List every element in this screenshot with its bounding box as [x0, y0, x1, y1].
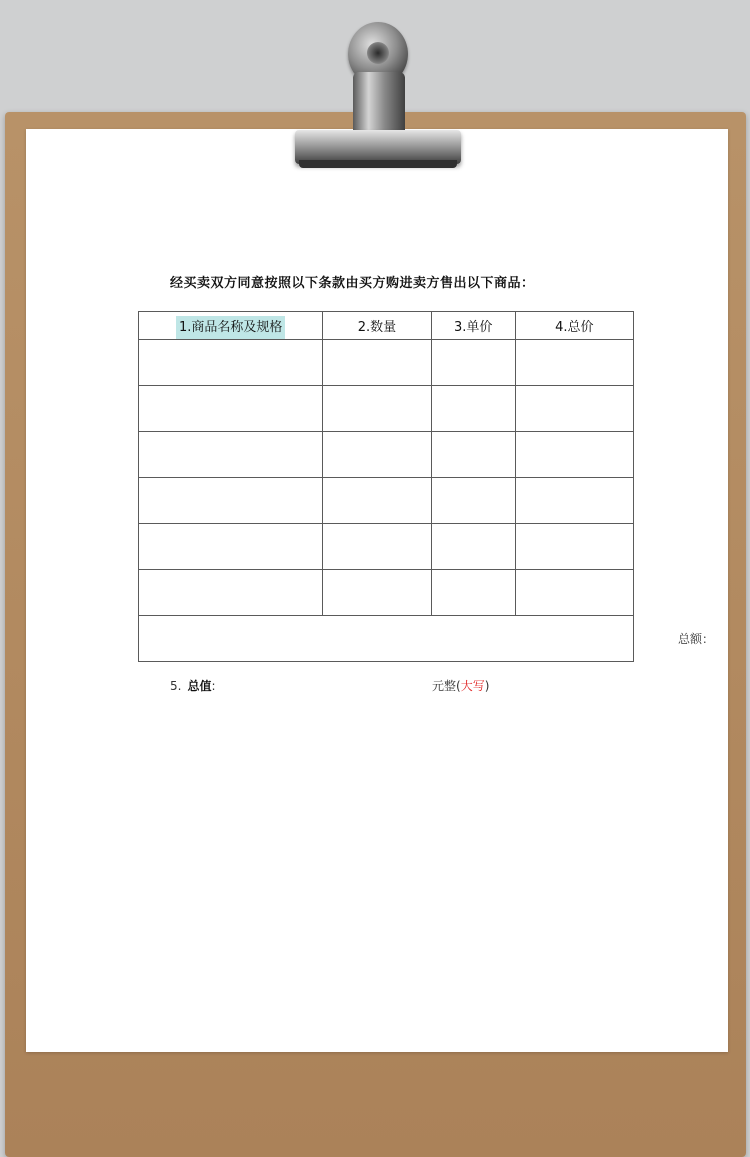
binder-clip-icon — [285, 22, 465, 174]
total-value-label: 总值 — [187, 679, 212, 693]
table-row — [139, 432, 634, 478]
table-cell[interactable] — [139, 570, 323, 616]
table-row — [139, 386, 634, 432]
table-cell[interactable] — [515, 570, 633, 616]
clip-neck — [353, 72, 405, 136]
goods-table — [138, 311, 714, 662]
table-row — [139, 340, 634, 386]
table-cell[interactable] — [323, 570, 431, 616]
clip-hole — [367, 42, 389, 64]
table-cell[interactable] — [431, 432, 515, 478]
table-cell[interactable] — [431, 570, 515, 616]
table-cell[interactable] — [139, 386, 323, 432]
table-row — [139, 478, 634, 524]
yuan-label: 元整( — [432, 679, 461, 693]
header-cell-name — [139, 312, 323, 340]
table-cell[interactable] — [323, 478, 431, 524]
clause-number: 5. — [170, 679, 182, 693]
table-cell[interactable] — [323, 524, 431, 570]
table-cell[interactable] — [139, 524, 323, 570]
close-paren: ) — [484, 679, 490, 693]
yuan-amount-field[interactable] — [432, 677, 489, 694]
table-header-row — [139, 312, 634, 340]
table-cell[interactable] — [323, 386, 431, 432]
table-total-row — [139, 616, 634, 662]
table-cell[interactable] — [431, 386, 515, 432]
table-cell[interactable] — [139, 432, 323, 478]
total-value-line — [170, 677, 500, 694]
table-cell[interactable] — [515, 340, 633, 386]
table-cell[interactable] — [139, 340, 323, 386]
table-cell[interactable] — [139, 478, 323, 524]
daxie-label: 大写 — [460, 679, 485, 693]
clip-lip — [299, 160, 457, 168]
total-label: 总额： — [677, 632, 714, 646]
clip-plate — [295, 130, 461, 164]
table-cell[interactable] — [431, 524, 515, 570]
table-cell[interactable] — [431, 340, 515, 386]
table-row — [139, 524, 634, 570]
table-cell[interactable] — [431, 478, 515, 524]
header-cell-unit-price: 3.单价 — [431, 312, 515, 340]
header-cell-total-price: 4.总价 — [515, 312, 633, 340]
header-name-highlight[interactable]: 1.商品名称及规格 — [176, 316, 285, 339]
intro-text: 经买卖双方同意按照以下条款由买方购进卖方售出以下商品： — [170, 276, 535, 291]
table-cell[interactable] — [515, 478, 633, 524]
table-row — [139, 570, 634, 616]
total-cell[interactable] — [139, 616, 714, 662]
table-cell[interactable] — [323, 340, 431, 386]
table-cell[interactable] — [515, 386, 633, 432]
table-cell[interactable] — [323, 432, 431, 478]
table-cell[interactable] — [515, 432, 633, 478]
header-cell-quantity: 2.数量 — [323, 312, 431, 340]
total-value-colon: : — [211, 679, 216, 693]
table-cell[interactable] — [515, 524, 633, 570]
